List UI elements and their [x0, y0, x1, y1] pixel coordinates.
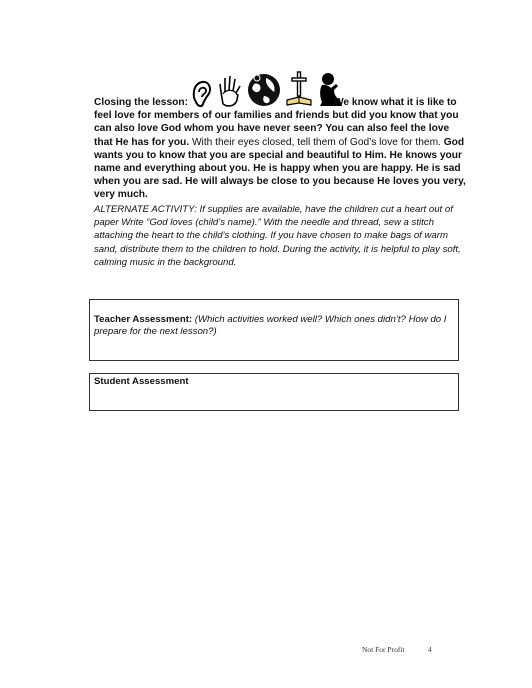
- closing-paragraph: [94, 96, 468, 202]
- closing-label: Closing the lesson:: [94, 97, 188, 108]
- footer-label: Not For Profit: [362, 645, 405, 654]
- closing-bold-1: We know what it is like to feel love for members of our families and friends but did you know that you can also love God whom you have never seen? You can also feel the love that He has for you.: [94, 97, 459, 148]
- teacher-assessment-box: [89, 299, 459, 361]
- student-assessment-heading: Student Assessment: [94, 376, 189, 387]
- alternate-activity: ALTERNATE ACTIVITY: If supplies are available, have the children cut a heart out of paper Write “God loves (child’s name).” With the needle and thread, sew a stitch attaching the heart to the child’s clothing. If you have chosen to make bags of warm sand, distribute them to the children to hold. During the activity, it is helpful to play soft, calming music in the background.: [94, 204, 461, 268]
- closing-label-line: [94, 96, 334, 109]
- teacher-assessment-heading: Teacher Assessment:: [94, 314, 193, 325]
- student-assessment-box: [89, 373, 459, 411]
- teacher-assessment-prompt: (Which activities worked well? Which ones didn’t? How do I prepare for the next lesson?): [94, 314, 447, 338]
- closing-instruction: With their eyes closed, tell them of God’s love for them.: [189, 136, 444, 148]
- closing-bold-2: God wants you to know that you are special and beautiful to Him. He knows your name and everything about you. He is happy when you are happy. He is sad when you are sad. He will always be close to you because He loves you very, very much.: [94, 136, 466, 201]
- page-number: 4: [428, 645, 432, 654]
